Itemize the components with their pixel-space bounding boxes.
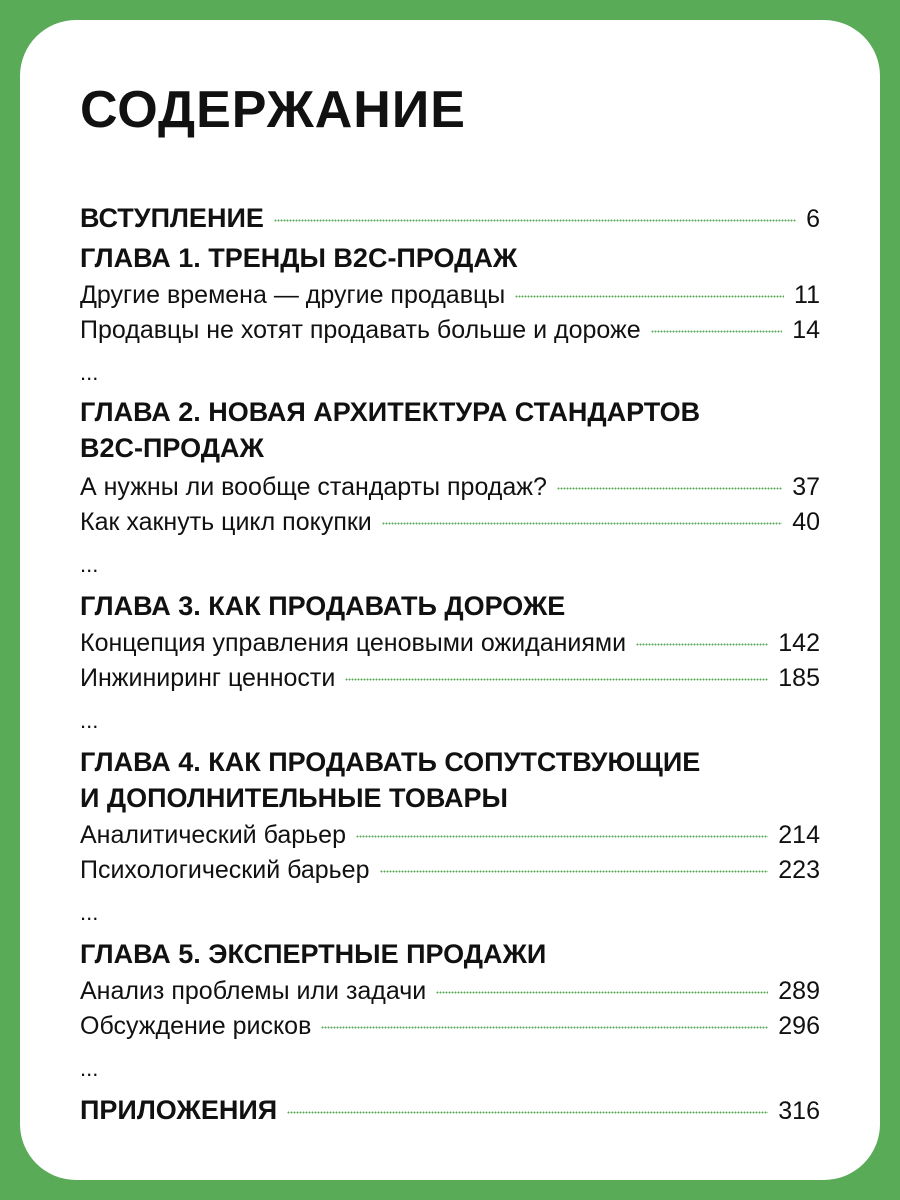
chapter-5-heading[interactable]: ГЛАВА 5. ЭКСПЕРТНЫЕ ПРОДАЖИ xyxy=(80,939,547,969)
ellipsis: ... xyxy=(80,708,99,733)
toc-entry-appendix[interactable] xyxy=(80,1095,820,1126)
dot-leader xyxy=(382,522,782,528)
chapter-4-heading-line2[interactable]: И ДОПОЛНИТЕЛЬНЫЕ ТОВАРЫ xyxy=(80,783,508,813)
dot-leader xyxy=(321,1026,768,1032)
dot-leader xyxy=(557,487,782,493)
toc-entry-label: Продавцы не хотят продавать больше и дороже xyxy=(80,316,641,344)
toc-entry[interactable] xyxy=(80,507,820,537)
chapter-3-heading[interactable]: ГЛАВА 3. КАК ПРОДАВАТЬ ДОРОЖЕ xyxy=(80,591,566,621)
toc-page-number: 296 xyxy=(778,1012,820,1040)
toc-entry[interactable] xyxy=(80,1011,820,1041)
toc-entry-label: Другие времена — другие продавцы xyxy=(80,281,506,309)
toc-entry[interactable] xyxy=(80,663,820,693)
ellipsis: ... xyxy=(80,552,99,577)
chapter-1-heading[interactable]: ГЛАВА 1. ТРЕНДЫ B2C-ПРОДАЖ xyxy=(80,243,518,273)
toc-page-number: 6 xyxy=(806,205,820,233)
toc-entry-label: А нужны ли вообще стандарты продаж? xyxy=(80,473,547,501)
page-title: СОДЕРЖАНИЕ xyxy=(80,81,466,139)
toc-entry[interactable] xyxy=(80,820,820,850)
toc-entry-label: Анализ проблемы или задачи xyxy=(80,977,427,1005)
toc-entry[interactable] xyxy=(80,280,820,310)
toc-page-number: 185 xyxy=(778,664,820,692)
toc-entry[interactable] xyxy=(80,315,820,345)
toc-entry-label: Как хакнуть цикл покупки xyxy=(80,508,372,536)
toc-page-number: 40 xyxy=(792,508,820,536)
toc-entry-label: Инжиниринг ценности xyxy=(80,664,336,692)
toc-entry-label: ВСТУПЛЕНИЕ xyxy=(80,203,264,233)
ellipsis: ... xyxy=(80,360,99,385)
toc-entry-label: Обсуждение рисков xyxy=(80,1012,312,1040)
dot-leader xyxy=(636,643,768,649)
dot-leader xyxy=(274,219,796,225)
toc-entry[interactable] xyxy=(80,628,820,658)
dot-leader xyxy=(287,1111,768,1117)
toc-entry[interactable] xyxy=(80,976,820,1006)
toc-page-number: 14 xyxy=(792,316,820,344)
dot-leader xyxy=(345,678,768,684)
dot-leader xyxy=(436,991,768,997)
toc-page-number: 142 xyxy=(778,629,820,657)
chapter-2-heading[interactable]: ГЛАВА 2. НОВАЯ АРХИТЕКТУРА СТАНДАРТОВ xyxy=(80,397,701,427)
dot-leader xyxy=(356,835,768,841)
dot-leader xyxy=(515,295,784,301)
toc-entry[interactable] xyxy=(80,472,820,502)
toc-page-number: 37 xyxy=(792,473,820,501)
toc-entry-intro[interactable] xyxy=(80,203,820,234)
toc-entry[interactable] xyxy=(80,855,820,885)
toc-entry-label: ПРИЛОЖЕНИЯ xyxy=(80,1095,278,1125)
toc-page-number: 223 xyxy=(778,856,820,884)
chapter-2-heading-line2[interactable]: B2C-ПРОДАЖ xyxy=(80,433,264,463)
toc-page-number: 11 xyxy=(794,281,820,309)
toc-entry-label: Концепция управления ценовыми ожиданиями xyxy=(80,629,627,657)
dot-leader xyxy=(651,330,783,336)
chapter-4-heading[interactable]: ГЛАВА 4. КАК ПРОДАВАТЬ СОПУТСТВУЮЩИЕ xyxy=(80,747,701,777)
toc-entry-label: Аналитический барьер xyxy=(80,821,346,849)
toc-entry-label: Психологический барьер xyxy=(80,856,370,884)
dot-leader xyxy=(380,870,769,876)
toc-page-number: 289 xyxy=(778,977,820,1005)
ellipsis: ... xyxy=(80,1056,99,1081)
toc-page-number: 214 xyxy=(778,821,820,849)
ellipsis: ... xyxy=(80,900,99,925)
toc-page-number: 316 xyxy=(778,1097,820,1125)
